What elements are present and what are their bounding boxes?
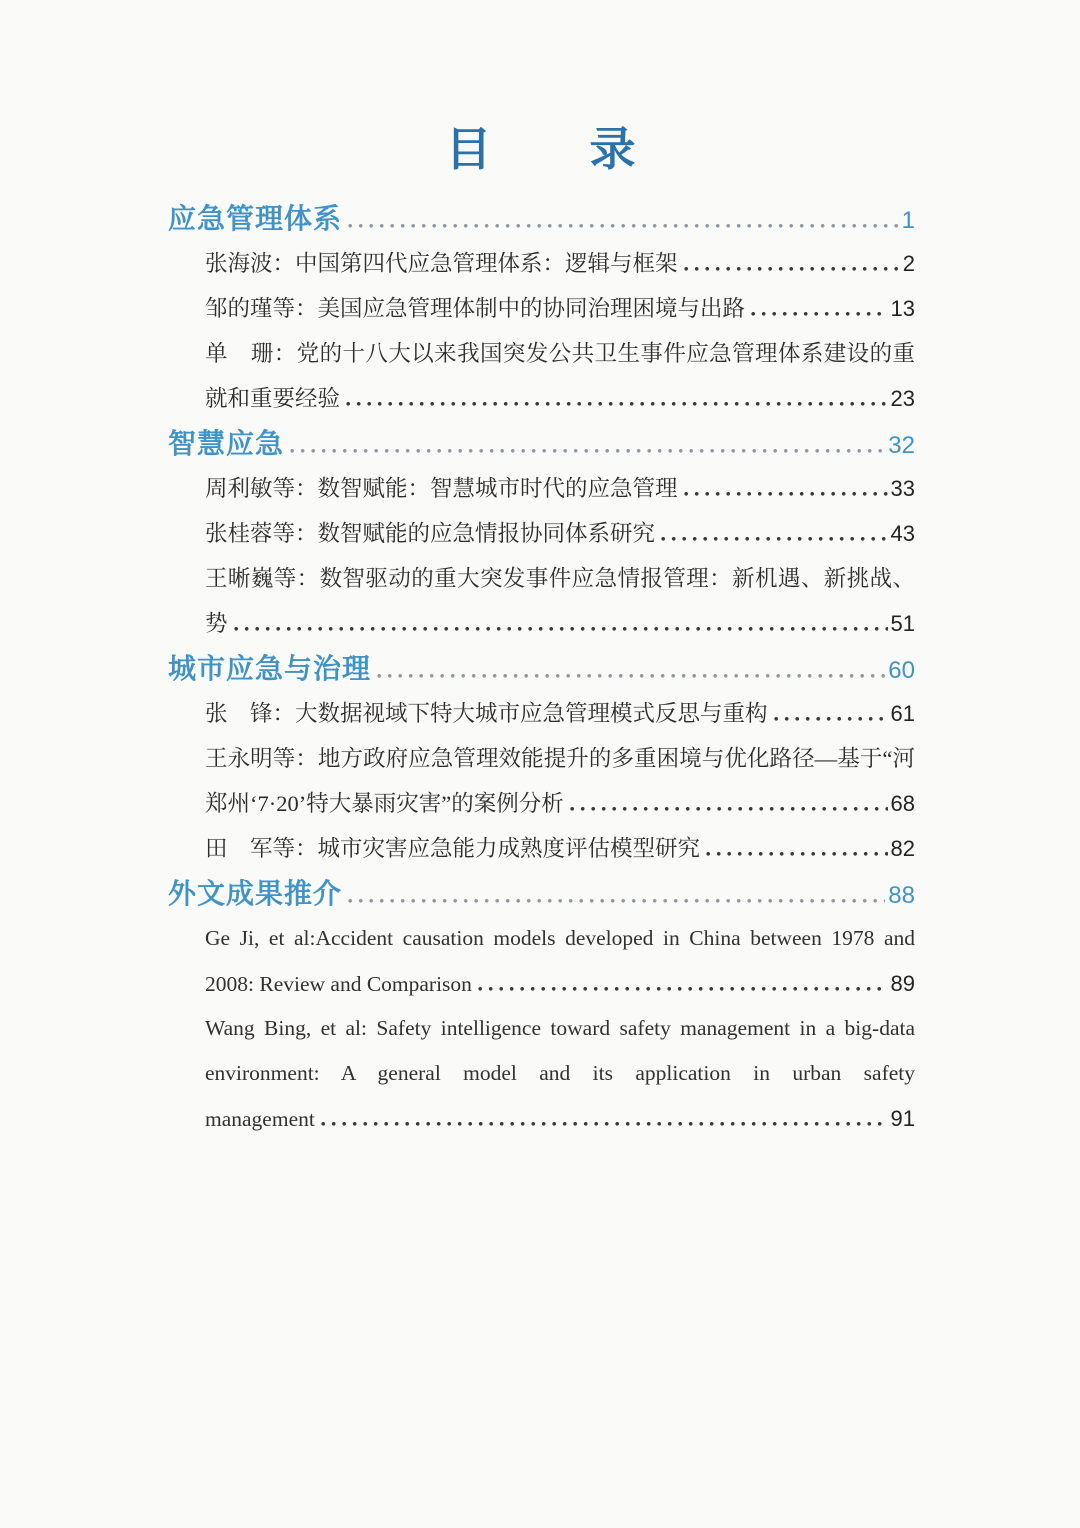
entry-page-number: 23 <box>890 386 915 411</box>
entry-title-line: 2008: Review and Comparison <box>205 972 472 996</box>
dot-leader <box>234 626 888 631</box>
table-of-contents <box>168 196 915 1141</box>
dot-leader <box>478 986 888 991</box>
dot-leader <box>570 806 888 811</box>
section-page-number: 88 <box>888 882 915 909</box>
toc-entry[interactable] <box>168 916 915 1006</box>
page-title: 目 录 <box>445 123 638 175</box>
section-page-number: 1 <box>901 207 915 234</box>
toc-section-heading[interactable] <box>168 646 915 691</box>
entry-title-line: Ge Ji, et al:Accident causation models developed in China between 1978 and <box>205 926 915 950</box>
entry-title: 田 军等：城市灾害应急能力成熟度评估模型研究 <box>205 836 701 861</box>
dot-leader <box>348 898 885 903</box>
dot-leader <box>348 223 899 228</box>
dot-leader <box>684 266 900 271</box>
dot-leader <box>751 311 888 316</box>
entry-title: 邹的瑾等：美国应急管理体制中的协同治理困境与出路 <box>205 296 746 321</box>
entry-title-line: 单 珊：党的十八大以来我国突发公共卫生事件应急管理体系建设的重 <box>205 341 915 366</box>
entry-title-line: Wang Bing, et al: Safety intelligence toward safety management in a big-data <box>205 1016 915 1040</box>
entry-title: 张 锋：大数据视域下特大城市应急管理模式反思与重构 <box>205 701 768 726</box>
entry-page-number: 13 <box>890 296 915 321</box>
toc-entry[interactable] <box>168 826 915 871</box>
toc-section-heading[interactable] <box>168 421 915 466</box>
entry-title: 张桂蓉等：数智赋能的应急情报协同体系研究 <box>205 521 656 546</box>
toc-entry[interactable] <box>168 736 915 826</box>
toc-section-heading[interactable] <box>168 196 915 241</box>
entry-page-number: 89 <box>890 971 915 996</box>
entry-page-number: 68 <box>890 791 915 816</box>
entry-title-line: 王晰巍等：数智驱动的重大突发事件应急情报管理：新机遇、新挑战、 <box>205 566 915 591</box>
dot-leader <box>290 448 885 453</box>
entry-title-line: 王永明等：地方政府应急管理效能提升的多重困境与优化路径—基于“河 <box>205 746 915 771</box>
dot-leader <box>774 716 888 721</box>
toc-section-heading[interactable] <box>168 871 915 916</box>
section-title: 应急管理体系 <box>168 203 343 234</box>
toc-entry[interactable] <box>168 556 915 646</box>
dot-leader <box>684 491 888 496</box>
entry-page-number: 51 <box>890 611 915 636</box>
entry-title-line: 势 <box>205 611 228 636</box>
dot-leader <box>706 851 888 856</box>
entry-page-number: 33 <box>890 476 915 501</box>
entry-title-line: 郑州‘7·20’特大暴雨灾害”的案例分析 <box>205 791 564 816</box>
toc-entry[interactable] <box>168 286 915 331</box>
dot-leader <box>321 1121 888 1126</box>
dot-leader <box>661 536 888 541</box>
entry-title-line: 就和重要经验 <box>205 386 341 411</box>
toc-entry[interactable] <box>168 466 915 511</box>
entry-page-number: 43 <box>890 521 915 546</box>
section-page-number: 32 <box>888 432 915 459</box>
section-page-number: 60 <box>888 657 915 684</box>
entry-page-number: 91 <box>890 1106 915 1131</box>
entry-page-number: 82 <box>890 836 915 861</box>
section-title: 外文成果推介 <box>168 878 343 909</box>
toc-entry[interactable] <box>168 691 915 736</box>
entry-title-line: management <box>205 1107 315 1131</box>
toc-entry[interactable] <box>168 511 915 556</box>
toc-entry[interactable] <box>168 331 915 421</box>
toc-entry[interactable] <box>168 241 915 286</box>
section-title: 智慧应急 <box>168 428 285 459</box>
section-title: 城市应急与治理 <box>168 653 372 684</box>
toc-entry[interactable] <box>168 1006 915 1141</box>
entry-title: 周利敏等：数智赋能：智慧城市时代的应急管理 <box>205 476 678 501</box>
entry-page-number: 61 <box>890 701 915 726</box>
dot-leader <box>346 401 888 406</box>
dot-leader <box>377 673 885 678</box>
entry-title-line: environment: A general model and its application in urban safety <box>205 1061 915 1085</box>
entry-title: 张海波：中国第四代应急管理体系：逻辑与框架 <box>205 251 678 276</box>
entry-page-number: 2 <box>902 251 915 276</box>
